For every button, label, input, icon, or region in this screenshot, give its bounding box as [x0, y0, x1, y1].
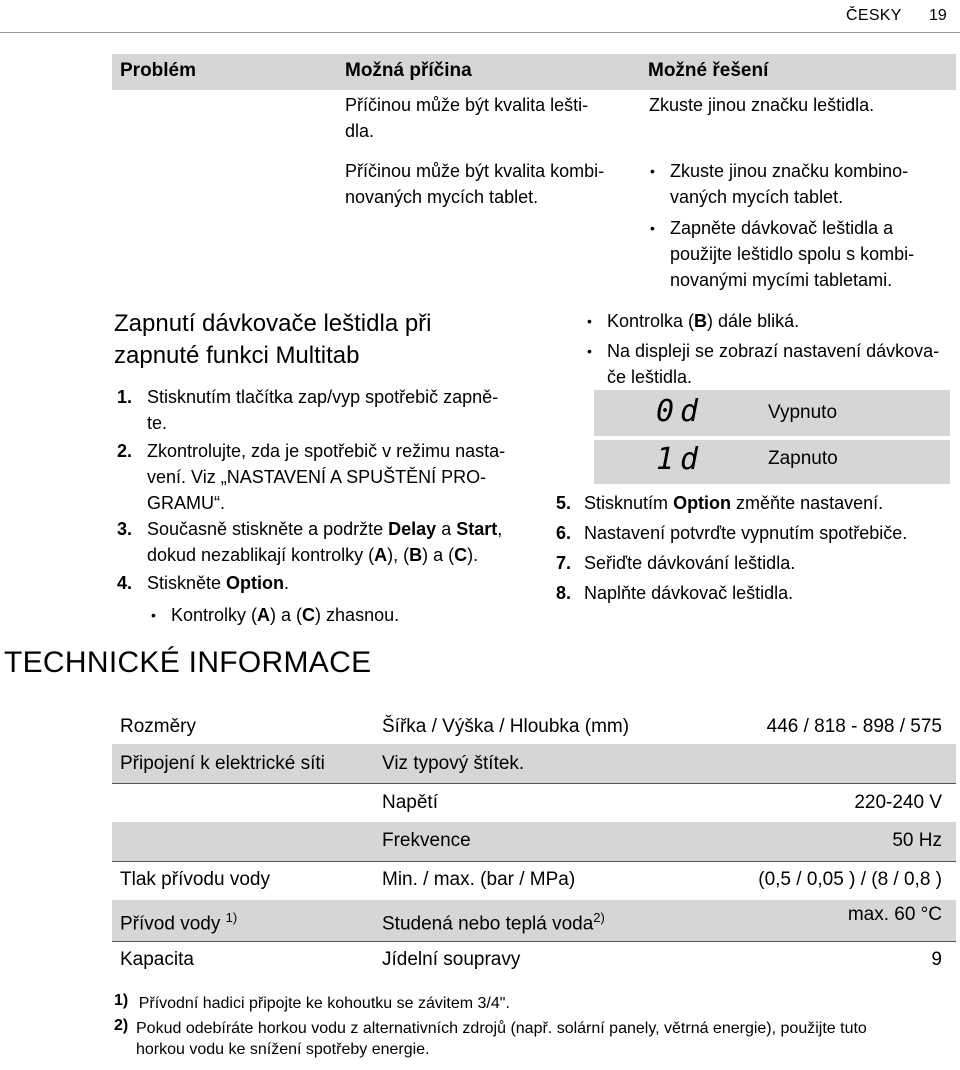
display-label-off: Vypnuto — [768, 402, 838, 423]
step-7-number: 7. — [556, 553, 572, 573]
row2-sol1-line1: • Zkuste jinou značku kombino- — [670, 158, 955, 184]
tech-row-capacity-label: Kapacita — [120, 949, 194, 970]
display-code-off: 0d — [656, 394, 705, 429]
tech-row-pressure-key: Min. / max. (bar / MPa) — [382, 869, 576, 890]
step-8-number: 8. — [556, 583, 572, 603]
footnote-2: 2) Pokud odebíráte horkou vodu z alternativních zdrojů (např. solární panely, větrná energie), použijte tuto horkou vodu ke snížení spotřeby energie. — [114, 1017, 867, 1058]
tech-table — [112, 706, 956, 980]
problem-table-header — [112, 54, 956, 90]
tech-row-inlet-label: Přívod vody $^{1)}$ — [120, 910, 238, 935]
tech-row-voltage-key: Napětí — [382, 792, 438, 813]
tech-row-pressure-label: Tlak přívodu vody — [120, 869, 270, 890]
step-1-number: 1. — [117, 387, 133, 407]
tech-row-capacity-value: 9 — [931, 949, 942, 970]
start-key: Start — [456, 519, 498, 539]
step-3 — [117, 516, 537, 568]
header-cause: Možná příčina — [345, 60, 472, 81]
tech-row-frequency-value: 50 Hz — [892, 830, 942, 851]
row2-cause — [345, 158, 625, 210]
tech-title: TECHNICKÉ INFORMACE — [4, 646, 372, 679]
display-code-on: 1d — [656, 442, 705, 477]
tech-row-electric-label: Připojení k elektrické síti — [120, 753, 325, 774]
step-6: 6. Nastavení potvrďte vypnutím spotřebiče. — [556, 523, 908, 543]
tech-row-capacity-key: Jídelní soupravy — [382, 949, 521, 970]
right-bullet-2 — [607, 338, 952, 390]
multitab-heading-line1: Zapnutí dávkovače leštidla při — [114, 310, 432, 337]
tech-row-frequency-key: Frekvence — [382, 830, 471, 851]
tech-row-inlet-key: Studená nebo teplá voda$^{2)}$ — [382, 910, 605, 935]
tech-row-electric-key: Viz typový štítek. — [382, 753, 525, 774]
right-bullet-2-line1: • Na displeji se zobrazí nastavení dávkova- — [607, 338, 952, 364]
option-key: Option — [226, 573, 285, 593]
step-1-line2: te. — [147, 413, 168, 433]
step-2-line2: vení. Viz „NASTAVENÍ A SPUŠTĚNÍ PRO- — [147, 467, 487, 487]
tech-row-dimensions-label: Rozměry — [120, 716, 197, 737]
header-rule — [0, 32, 960, 33]
right-bullet-2-line2: če leštidla. — [607, 367, 693, 387]
row1-cause-line2: dla. — [345, 121, 375, 141]
tech-row-pressure-value: (0,5 / 0,05 ) / (8 / 0,8 ) — [758, 869, 942, 890]
step-2-line3: GRAMU“. — [147, 493, 225, 513]
multitab-heading — [114, 308, 432, 372]
row2-cause-line2: novaných mycích tablet. — [345, 187, 539, 207]
row2-sol1-line2: vaných mycích tablet. — [670, 187, 844, 207]
step-1 — [117, 384, 537, 436]
step-4-number: 4. — [117, 573, 133, 593]
step-6-number: 6. — [556, 523, 572, 543]
row1-solution: Zkuste jinou značku leštidla. — [649, 95, 875, 115]
tech-row-dimensions-key: Šířka / Výška / Hloubka (mm) — [382, 716, 630, 737]
step-4-line1: Stiskněte Option. — [147, 573, 290, 593]
step-8: 8. Naplňte dávkovač leštidla. — [556, 583, 794, 603]
step-3-line2: dokud nezablikají kontrolky (A), (B) a (C). — [147, 545, 479, 565]
header-problem: Problém — [120, 60, 197, 81]
row2-solution-2 — [670, 215, 955, 293]
step-4-sub-bullet: • Kontrolky (A) a (C) zhasnou. — [171, 602, 399, 628]
display-label-on: Zapnuto — [768, 448, 838, 469]
right-bullet-1: • Kontrolka (B) dále bliká. — [607, 308, 799, 334]
step-3-line1: Současně stiskněte a podržte Delay a Start, — [147, 519, 503, 539]
row1-cause-line1: Příčinou může být kvalita lešti- — [345, 95, 589, 115]
tech-row-voltage-value: 220-240 V — [854, 792, 942, 813]
row1-cause — [345, 92, 625, 144]
tech-row-dimensions-value: 446 / 818 - 898 / 575 — [766, 716, 942, 737]
step-7: 7. Seřiďte dávkování leštidla. — [556, 553, 796, 573]
step-2-number: 2. — [117, 441, 133, 461]
footnote-1: 1) Přívodní hadici připojte ke kohoutku se závitem 3/4". — [114, 992, 510, 1012]
header-solution: Možné řešení — [648, 60, 769, 81]
step-3-number: 3. — [117, 519, 133, 539]
row2-sol2-line2: použijte leštidlo spolu s kombi- — [670, 244, 915, 264]
delay-key: Delay — [388, 519, 437, 539]
row2-sol2-line1: • Zapněte dávkovač leštidla a — [670, 215, 955, 241]
step-5-number: 5. — [556, 493, 572, 513]
step-2-line1: Zkontrolujte, zda je spotřebič v režimu nasta- — [147, 441, 506, 461]
display-table — [594, 390, 950, 486]
page-header — [0, 0, 960, 32]
language-label: ČESKY — [846, 7, 902, 24]
step-4 — [117, 570, 537, 596]
step-2 — [117, 438, 537, 516]
row2-sol2-line3: novanými mycími tabletami. — [670, 270, 893, 290]
row2-cause-line1: Příčinou může být kvalita kombi- — [345, 161, 605, 181]
row2-solution-1 — [670, 158, 955, 210]
page-number: 19 — [929, 7, 947, 24]
tech-row-inlet-value: max. 60 °C — [847, 904, 942, 925]
step-5: 5. Stisknutím Option změňte nastavení. — [556, 493, 884, 513]
multitab-heading-line2: zapnuté funkci Multitab — [114, 342, 360, 369]
step-1-line1: Stisknutím tlačítka zap/vyp spotřebič zapně- — [147, 387, 499, 407]
